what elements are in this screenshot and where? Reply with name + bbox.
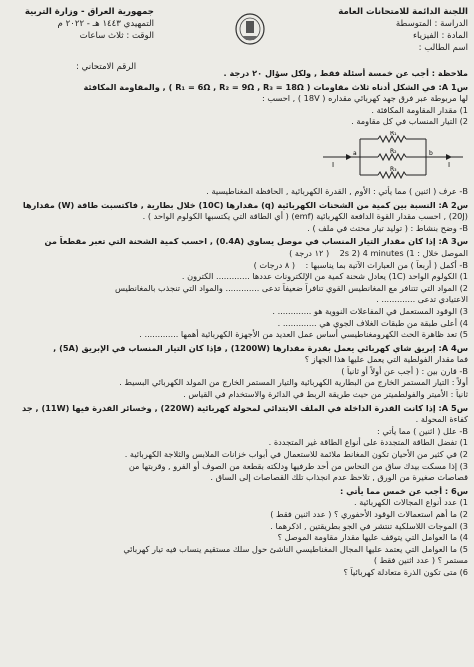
q6-line-7: مستمر ؟ ( عدد اثنين فقط ) xyxy=(373,555,468,566)
exam-round: التمهيدي ١٤٤٣ هـ - ٢٠٢٢ م xyxy=(57,19,154,29)
q6-line-1: س6 : أجب عن خمس مما يأتي : xyxy=(340,485,468,496)
study-level: الدراسة : المتوسطة xyxy=(395,19,468,29)
q4-line-3: B- قارن بين : ( أجب عن أولاً أو ثانياً ) xyxy=(341,365,468,376)
q1-line-2: لها مربوطة عبر فرق جهد كهربائي مقداره ( 18V ) , احسب : xyxy=(262,93,468,104)
current-label-out: I xyxy=(448,160,451,169)
q6-line-8: 6) متى تكون الذرة متعادلة كهربائياً ؟ xyxy=(343,566,468,577)
q3-line-4: 1) الكولوم الواحد (1C) يعادل شحنة كمية من الإلكترونات عددها ............. الكترون . xyxy=(181,271,468,282)
q3-line-9: 5) تعد ظاهرة الحث الكهرومغناطيسي أساس عمل العديد من الأجهزة الكهربائية أهمها ............. . xyxy=(139,329,468,340)
q1-line-3: 1) مقدار المقاومة المكافئة . xyxy=(371,104,468,115)
q3-line-2 xyxy=(6,248,468,260)
q3-mark-b: ( ٨ درجات ) xyxy=(253,259,296,270)
label-r3: R₃ xyxy=(390,165,397,173)
q3-line-1: س3 A: إذا كان مقدار التيار المنساب في موصل يساوي (0.4A) , احسب كمية الشحنة التي تعبر مقطعاً من xyxy=(44,236,468,247)
q3-mark-a: ( ١٢ درجة ) xyxy=(289,247,330,258)
student-name-label: اسم الطالب : xyxy=(418,43,468,53)
exam-time: الوقت : ثلاث ساعات xyxy=(79,31,154,41)
q3-line-5: 2) المواد التي تتنافر مع المغانطيس القوي تنافراً ضعيفاً تدعى ............. والمواد التي تنجذب بالمغانطيس xyxy=(115,282,468,293)
header-left-block xyxy=(6,6,196,42)
q3-line-7: 3) الوقود المستعمل في المفاعلات النووية هو ............. . xyxy=(272,305,468,316)
q1-part-b: B- عرف ( اثنين ) مما يأتي : الأوم , القدرة الكهربائية , الحافظة المغناطيسية . xyxy=(206,185,468,196)
q3-line-3 xyxy=(6,260,468,272)
q2-line-2: (20J) , احسب مقدار القوة الدافعة الكهربائية (emf) ( أي الطاقة التي يكتسبها الكولوم الواحد ) . xyxy=(142,211,468,222)
q2-line-1: س2 A: النسبة بين كمية من الشحنات الكهربائية (q) مقدارها (10C) خلال بطارية , فاكتسبت طاقة (W) مقدارها xyxy=(22,199,468,210)
q3-line-3-text: B- أكمل ( أربعاً ) من العبارات الآتية بما يناسبها : xyxy=(305,259,468,270)
country-ministry: جمهورية العراق - وزارة التربية xyxy=(24,7,154,17)
ministry-logo xyxy=(234,12,266,46)
node-a: a xyxy=(353,149,357,157)
q6-line-3: 2) ما أهم استعمالات الوقود الأحفوري ؟ ( عدد اثنين فقط ) xyxy=(270,509,468,519)
exam-number-label: الرقم الامتحاني : xyxy=(76,62,137,72)
q5-line-2: كفاءة المحولة . xyxy=(415,414,468,425)
current-arrow-in xyxy=(346,154,352,160)
exam-header xyxy=(6,6,468,72)
q5-line-3: B- علل ( اثنين ) مما يأتي : xyxy=(377,425,468,436)
q3-line-6: الاعتيادي تدعى ............. . xyxy=(376,294,468,305)
q6-line-2: 1) عدد أنواع المجالات الكهربائية . xyxy=(354,497,468,508)
subject: المادة : الفيزياء xyxy=(412,31,468,41)
label-r1: R₁ xyxy=(390,130,397,137)
exam-body xyxy=(6,68,468,579)
node-b: b xyxy=(429,149,433,157)
q6-line-4: 3) الموجات اللاسلكية تنتشر في الجو بطريقتين , اذكرهما . xyxy=(270,520,468,531)
q5-line-7: قصاصات صغيرة من الورق , تلاحظ عدم انجذاب تلك القصاصات إلى الساق . xyxy=(210,472,468,483)
current-label-in: I xyxy=(332,160,335,169)
label-r2: R₂ xyxy=(390,147,397,155)
q5-line-5: 2) في كثير من الأحيان تكون المغانط ملائمة للاستعمال في أبواب خزانات الملابس والثلاجة الكهربائية . xyxy=(124,449,468,460)
q5-line-1: س5 A: إذا كانت القدرة الداخلة في الملف الابتدائي لمحولة كهربائية (220W) , وخسائر القدرة فيها (11W) , جد xyxy=(22,402,468,413)
q1-line-4: 2) التيار المنساب في كل مقاومة . xyxy=(351,116,468,127)
q5-line-6: 3) إذا مسكت بيدك ساق من النحاس من أحد طرفيها ودلكته بقطعة من الصوف أو الفرو , وقربتها من xyxy=(128,460,468,471)
circuit-diagram xyxy=(318,131,468,183)
q6-line-5: 4) ما العوامل التي يتوقف عليها مقدار مقاومة الموصل ؟ xyxy=(277,532,468,543)
exam-note: ملاحظة : أجب عن خمسة أسئلة فقط , ولكل سؤال ٢٠ درجة . xyxy=(223,68,468,78)
committee-title: اللجنة الدائمة للامتحانات العامة xyxy=(338,7,468,17)
q4-line-1: س4 A: إبريق شاي كهربائي يعمل بقدرة مقدارها (1200W) , فإذا كان التيار المنساب في الإبريق (5A) , xyxy=(53,342,468,353)
q4-line-5: ثانياً : الأميتر والفولطميتر من حيث طريقة الربط في الدائرة والاستخدام في القياس . xyxy=(183,389,468,400)
q4-line-2: فما مقدار الفولطية التي يعمل عليها هذا الجهاز ؟ xyxy=(304,354,468,365)
q2-line-3: B- وضح بنشاط : ( توليد تيار محتث في ملف ) . xyxy=(307,222,468,233)
q5-line-4: 1) تفضل الطاقة المتجددة على أنواع الطاقة غير المتجددة . xyxy=(268,437,468,448)
header-right-block xyxy=(268,6,468,54)
q1-line-1: س1 A: في الشكل أدناه ثلاث مقاومات ( R₁ = 6Ω , R₂ = 9Ω , R₃ = 18Ω ) , والمقاومة المكافئة xyxy=(83,81,468,92)
q6-line-6: 5) ما العوامل التي يعتمد عليها المجال المغناطيسي الناشئ حول سلك مستقيم ينساب فيه تيار كهربائي xyxy=(123,543,468,554)
current-arrow-out xyxy=(446,154,452,160)
q3-line-8: 4) أعلى طبقة من طبقات الغلاف الجوي هي ............. . xyxy=(277,317,468,328)
q3-line-2-text: الموصل خلال : 1) 2s 2) 4 minutes xyxy=(339,247,468,258)
q4-line-4: أولاً : التيار المستمر الخارج من البطارية الكهربائية والتيار المستمر الخارج من المولد الكهربائي البسيط . xyxy=(119,377,468,388)
